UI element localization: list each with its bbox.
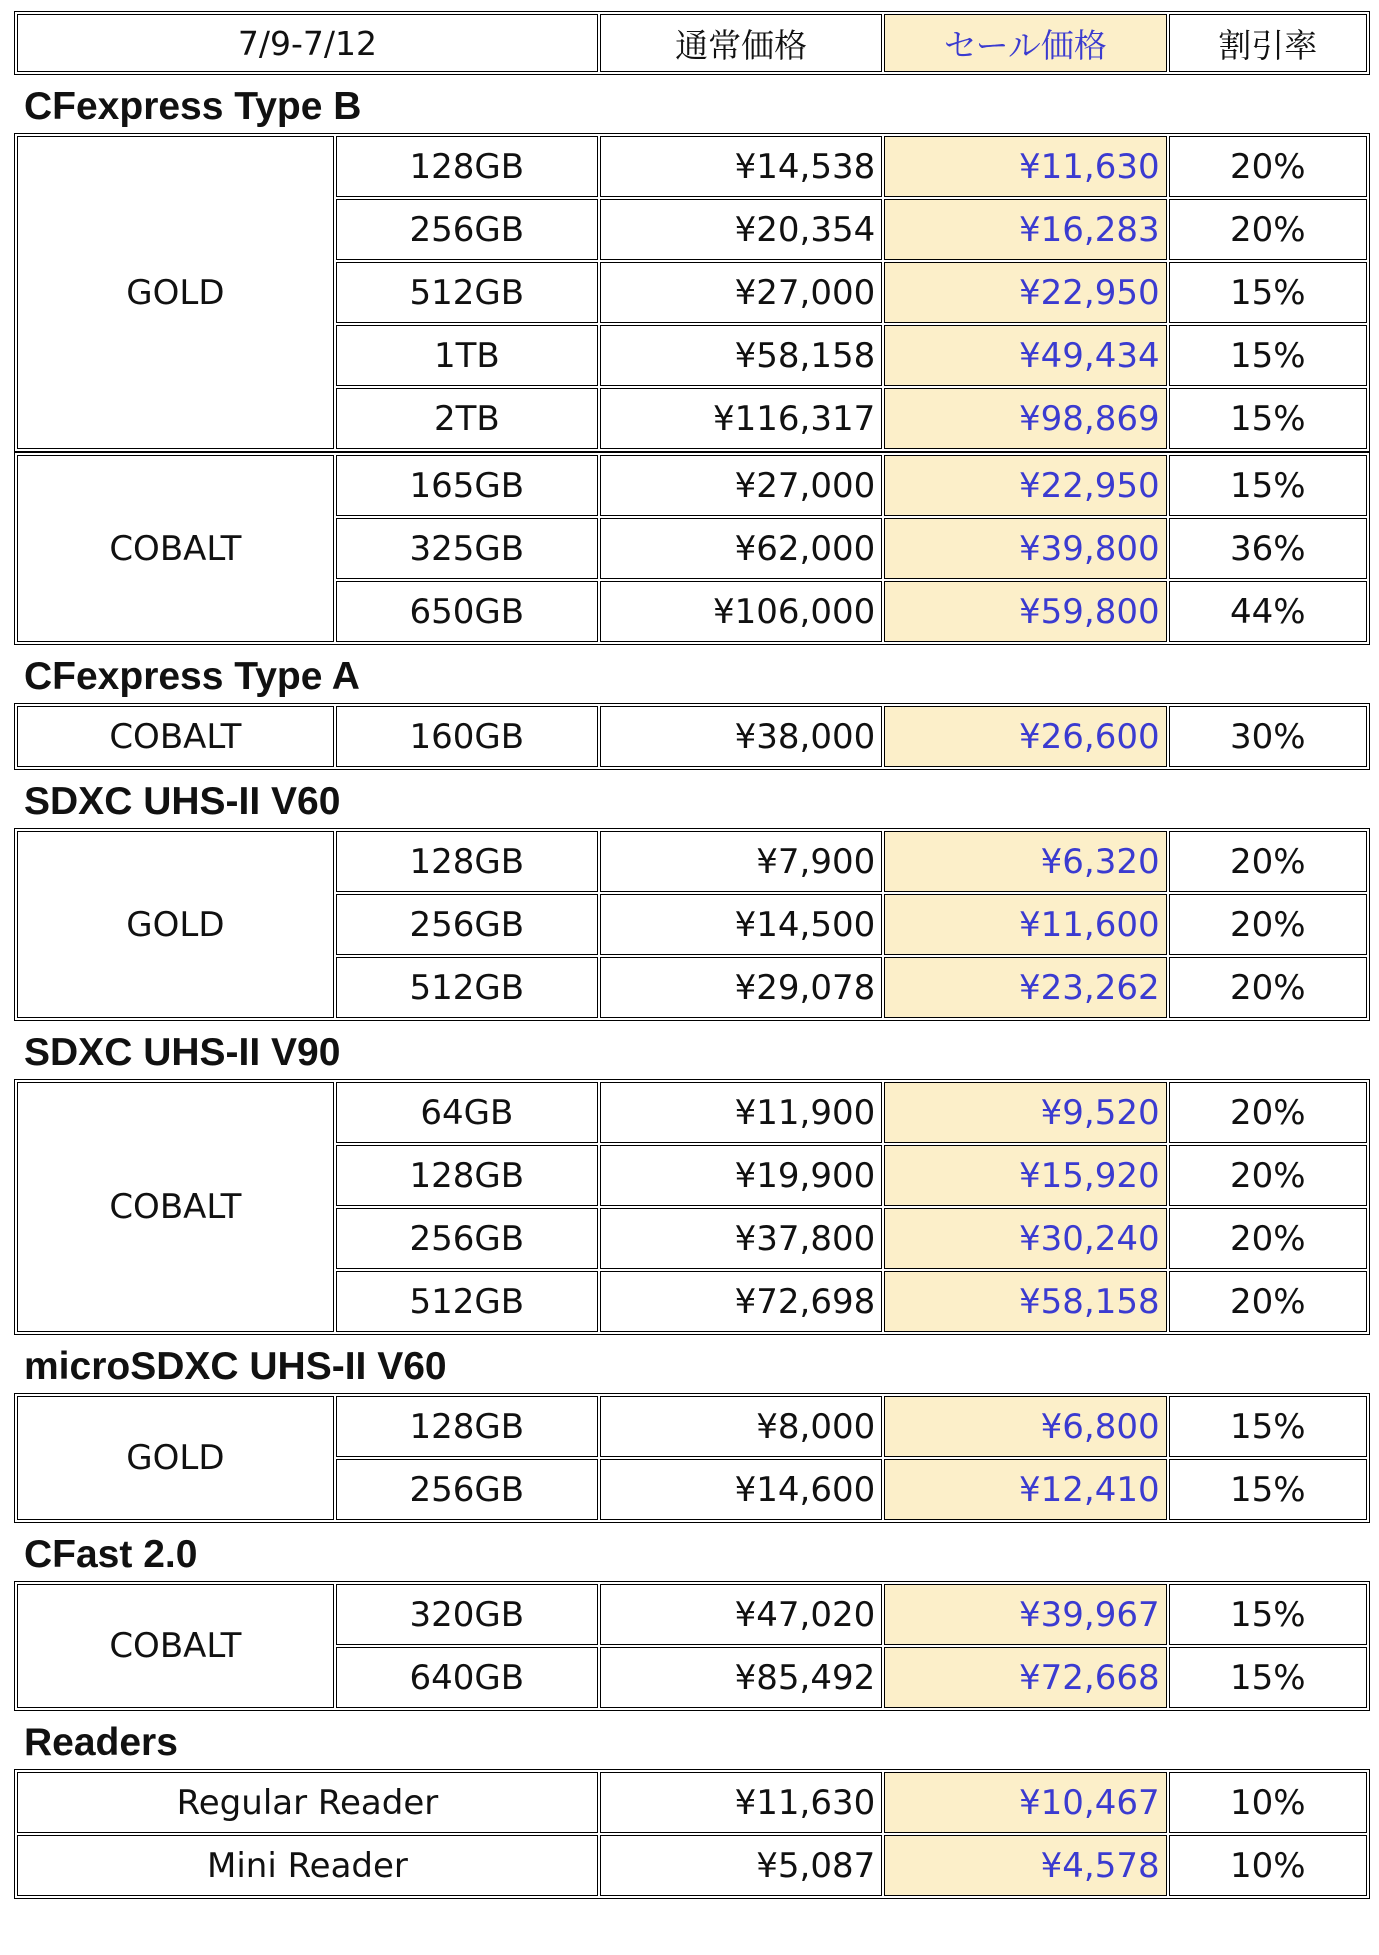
price-table bbox=[14, 1393, 1370, 1523]
discount-rate: 20% bbox=[1169, 831, 1367, 892]
normal-price: ¥72,698 bbox=[600, 1271, 882, 1332]
normal-price: ¥11,630 bbox=[600, 1772, 882, 1833]
product-line: COBALT bbox=[17, 1584, 334, 1708]
sale-price: ¥11,600 bbox=[884, 894, 1166, 955]
sale-price: ¥59,800 bbox=[884, 581, 1166, 642]
discount-rate: 15% bbox=[1169, 1396, 1367, 1457]
normal-price: ¥37,800 bbox=[600, 1208, 882, 1269]
discount-rate: 36% bbox=[1169, 518, 1367, 579]
sale-price: ¥12,410 bbox=[884, 1459, 1166, 1520]
capacity: 256GB bbox=[336, 199, 598, 260]
discount-rate: 30% bbox=[1169, 706, 1367, 767]
sale-price: ¥16,283 bbox=[884, 199, 1166, 260]
normal-price: ¥7,900 bbox=[600, 831, 882, 892]
capacity: 1TB bbox=[336, 325, 598, 386]
capacity: 512GB bbox=[336, 957, 598, 1018]
discount-rate: 20% bbox=[1169, 894, 1367, 955]
sale-price: ¥23,262 bbox=[884, 957, 1166, 1018]
product-line: GOLD bbox=[17, 136, 334, 449]
product-line: GOLD bbox=[17, 831, 334, 1018]
reader-name: Regular Reader bbox=[17, 1772, 598, 1833]
normal-price: ¥14,538 bbox=[600, 136, 882, 197]
sale-price: ¥4,578 bbox=[884, 1835, 1166, 1896]
price-table bbox=[14, 1581, 1370, 1711]
table-row bbox=[17, 1835, 1367, 1896]
section-title: SDXC UHS-II V90 bbox=[24, 1031, 341, 1074]
sale-price: ¥26,600 bbox=[884, 706, 1166, 767]
sale-price: ¥6,320 bbox=[884, 831, 1166, 892]
normal-price: ¥85,492 bbox=[600, 1647, 882, 1708]
discount-rate: 15% bbox=[1169, 262, 1367, 323]
capacity: 128GB bbox=[336, 136, 598, 197]
capacity: 2TB bbox=[336, 388, 598, 449]
table-row bbox=[17, 1584, 1367, 1645]
sale-price: ¥6,800 bbox=[884, 1396, 1166, 1457]
section-title: Readers bbox=[24, 1721, 178, 1764]
price-table bbox=[14, 703, 1370, 770]
section-title: CFexpress Type A bbox=[24, 655, 360, 698]
sale-price: ¥39,967 bbox=[884, 1584, 1166, 1645]
sale-price: ¥10,467 bbox=[884, 1772, 1166, 1833]
sale-price: ¥22,950 bbox=[884, 262, 1166, 323]
capacity: 128GB bbox=[336, 831, 598, 892]
capacity: 256GB bbox=[336, 1208, 598, 1269]
capacity: 160GB bbox=[336, 706, 598, 767]
capacity: 320GB bbox=[336, 1584, 598, 1645]
sale-price: ¥22,950 bbox=[884, 455, 1166, 516]
normal-price: ¥58,158 bbox=[600, 325, 882, 386]
sale-price: ¥39,800 bbox=[884, 518, 1166, 579]
product-line: COBALT bbox=[17, 1082, 334, 1332]
normal-price: ¥29,078 bbox=[600, 957, 882, 1018]
table-row bbox=[17, 1082, 1367, 1143]
normal-price: ¥47,020 bbox=[600, 1584, 882, 1645]
discount-rate: 20% bbox=[1169, 199, 1367, 260]
discount-rate: 20% bbox=[1169, 1082, 1367, 1143]
capacity: 650GB bbox=[336, 581, 598, 642]
reader-table bbox=[14, 1769, 1370, 1899]
discount-rate: 20% bbox=[1169, 1271, 1367, 1332]
discount-rate: 15% bbox=[1169, 455, 1367, 516]
normal-price: ¥5,087 bbox=[600, 1835, 882, 1896]
sale-price-header: セール価格 bbox=[884, 14, 1166, 72]
table-row bbox=[17, 136, 1367, 197]
sale-price: ¥58,158 bbox=[884, 1271, 1166, 1332]
price-table bbox=[14, 133, 1370, 452]
normal-price: ¥8,000 bbox=[600, 1396, 882, 1457]
normal-price: ¥11,900 bbox=[600, 1082, 882, 1143]
product-line: GOLD bbox=[17, 1396, 334, 1520]
normal-price: ¥19,900 bbox=[600, 1145, 882, 1206]
discount-header: 割引率 bbox=[1169, 14, 1367, 72]
discount-rate: 44% bbox=[1169, 581, 1367, 642]
discount-rate: 15% bbox=[1169, 1584, 1367, 1645]
sale-price: ¥11,630 bbox=[884, 136, 1166, 197]
normal-price: ¥106,000 bbox=[600, 581, 882, 642]
table-row bbox=[17, 706, 1367, 767]
capacity: 64GB bbox=[336, 1082, 598, 1143]
normal-price: ¥27,000 bbox=[600, 262, 882, 323]
normal-price: ¥20,354 bbox=[600, 199, 882, 260]
capacity: 325GB bbox=[336, 518, 598, 579]
product-line: COBALT bbox=[17, 706, 334, 767]
section-title: SDXC UHS-II V60 bbox=[24, 780, 341, 823]
sections bbox=[14, 79, 1370, 1899]
section-title: CFexpress Type B bbox=[24, 85, 362, 128]
normal-price: ¥27,000 bbox=[600, 455, 882, 516]
normal-price: ¥116,317 bbox=[600, 388, 882, 449]
capacity: 128GB bbox=[336, 1396, 598, 1457]
table-row bbox=[17, 831, 1367, 892]
table-row bbox=[17, 1396, 1367, 1457]
discount-rate: 20% bbox=[1169, 957, 1367, 1018]
sale-price: ¥9,520 bbox=[884, 1082, 1166, 1143]
capacity: 256GB bbox=[336, 894, 598, 955]
normal-price: ¥62,000 bbox=[600, 518, 882, 579]
discount-rate: 20% bbox=[1169, 1208, 1367, 1269]
capacity: 512GB bbox=[336, 262, 598, 323]
discount-rate: 10% bbox=[1169, 1772, 1367, 1833]
reader-name: Mini Reader bbox=[17, 1835, 598, 1896]
price-list bbox=[14, 11, 1370, 1899]
section-title: CFast 2.0 bbox=[24, 1533, 198, 1576]
sale-price: ¥72,668 bbox=[884, 1647, 1166, 1708]
normal-price: ¥38,000 bbox=[600, 706, 882, 767]
section-title: microSDXC UHS-II V60 bbox=[24, 1345, 447, 1388]
capacity: 128GB bbox=[336, 1145, 598, 1206]
sale-price: ¥98,869 bbox=[884, 388, 1166, 449]
product-line: COBALT bbox=[17, 455, 334, 642]
discount-rate: 20% bbox=[1169, 1145, 1367, 1206]
capacity: 512GB bbox=[336, 1271, 598, 1332]
normal-price: ¥14,500 bbox=[600, 894, 882, 955]
discount-rate: 15% bbox=[1169, 325, 1367, 386]
discount-rate: 15% bbox=[1169, 388, 1367, 449]
price-table bbox=[14, 828, 1370, 1021]
sale-price: ¥49,434 bbox=[884, 325, 1166, 386]
sale-price: ¥15,920 bbox=[884, 1145, 1166, 1206]
capacity: 165GB bbox=[336, 455, 598, 516]
header-table bbox=[14, 11, 1370, 75]
discount-rate: 20% bbox=[1169, 136, 1367, 197]
capacity: 256GB bbox=[336, 1459, 598, 1520]
price-table bbox=[14, 1079, 1370, 1335]
discount-rate: 15% bbox=[1169, 1459, 1367, 1520]
header-row bbox=[17, 14, 1367, 72]
normal-price-header: 通常価格 bbox=[600, 14, 882, 72]
capacity: 640GB bbox=[336, 1647, 598, 1708]
price-table bbox=[14, 452, 1370, 645]
sale-price: ¥30,240 bbox=[884, 1208, 1166, 1269]
discount-rate: 15% bbox=[1169, 1647, 1367, 1708]
discount-rate: 10% bbox=[1169, 1835, 1367, 1896]
period-header: 7/9-7/12 bbox=[17, 14, 598, 72]
table-row bbox=[17, 1772, 1367, 1833]
table-row bbox=[17, 455, 1367, 516]
normal-price: ¥14,600 bbox=[600, 1459, 882, 1520]
